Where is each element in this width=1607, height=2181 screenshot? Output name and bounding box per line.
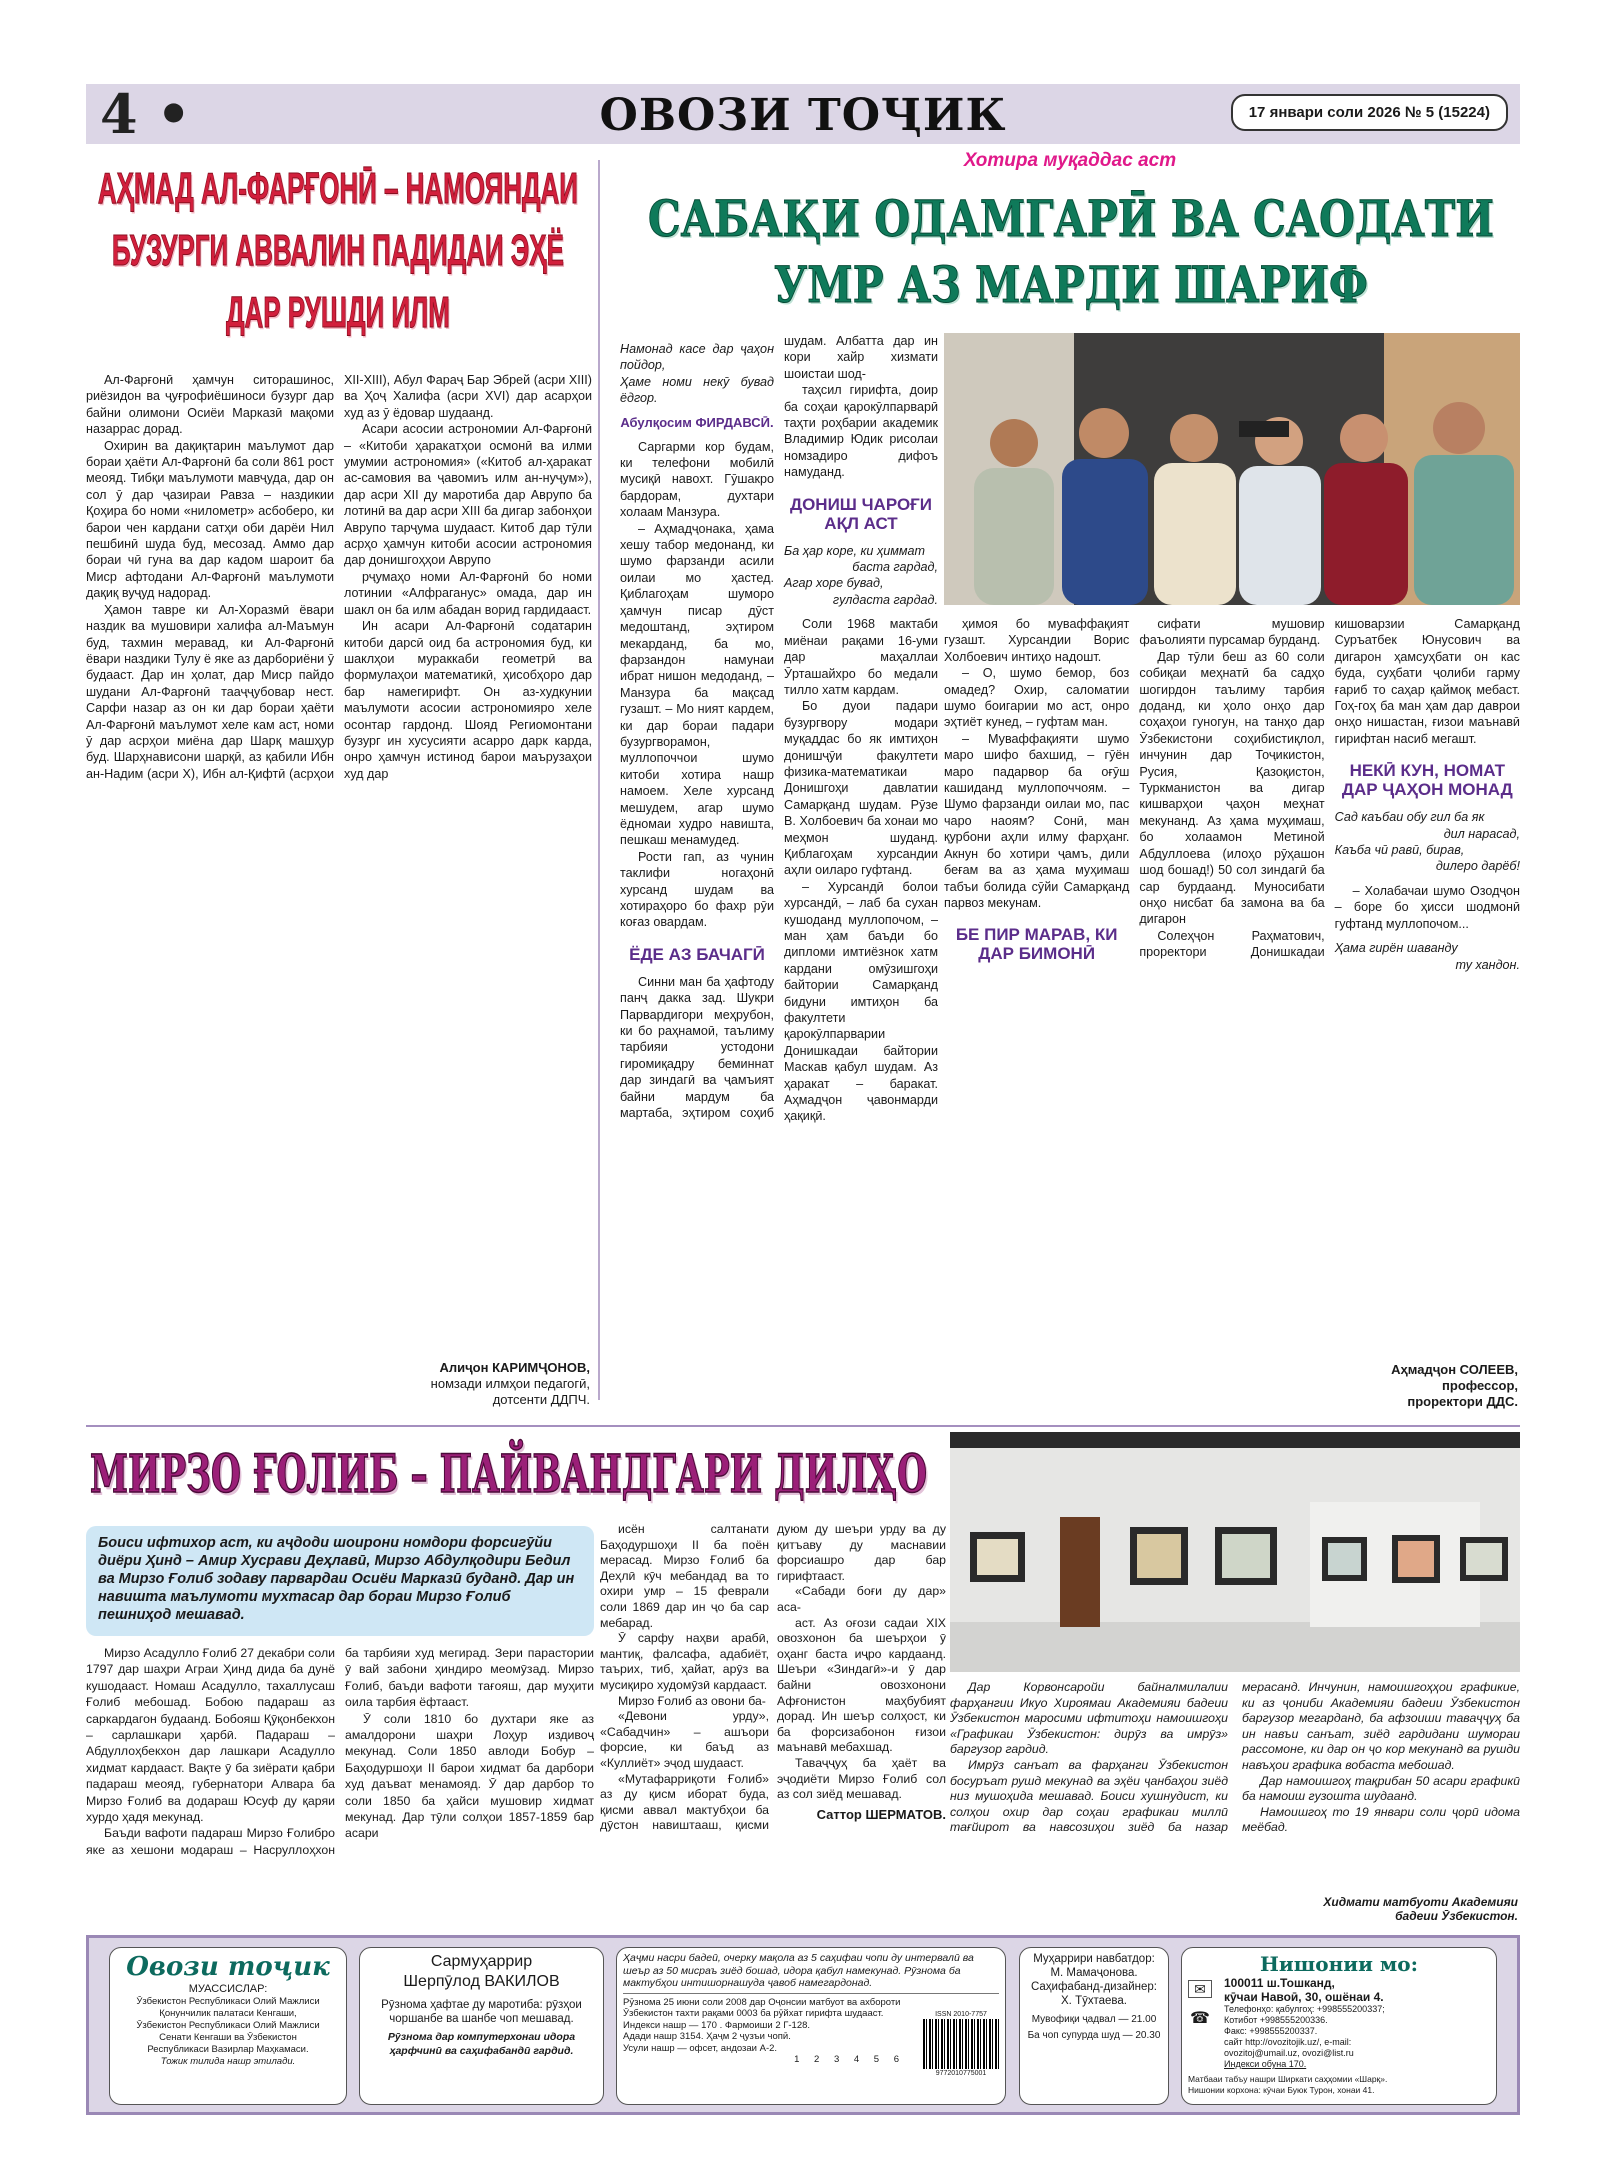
issn-number: ISSN 2010-7757 [935, 2011, 987, 2018]
telephone-icon: ☎ [1190, 2010, 1210, 2027]
founders-note: Тожик тилида нашр этилади. [160, 2056, 296, 2067]
founder-line: Ӯзбекистон Республикаси Олий Мажлиси [136, 1996, 320, 2007]
article2-body-left [620, 333, 938, 1418]
epigraph-author: Абулқосим ФИРДАВСӢ. [620, 414, 774, 430]
barcode [923, 2010, 999, 2078]
registration-line: Рӯзнома 25 июни соли 2008 дар Оҷонсии матбуот ва ахбороти [623, 1996, 901, 2008]
founder-line: Қонунчилик палатаси Кенгаши, [159, 2008, 297, 2019]
paragraph: Ӯ соли 1810 бо духтари яке аз амалдорони шаҳри Лоҳур издивоҷ мекунад. Соли 1850 авлоди Бобур – Баҳодуршоҳи II барои хидмат ба дарбори худ даъват менамояд. Ӯ дар дарбор то соли 1850 ба ҳайси мушовир хидмат мекунад. Дар тӯли солҳои 1857-1859 бар асари [345, 1711, 594, 1841]
printer-line: Матбааи табъу нашри Ширкати саҳҳомии «Шарқ». [1188, 2074, 1388, 2084]
article2-kicker: Хотира муқаддас аст [963, 150, 1177, 171]
staff-box [1019, 1947, 1169, 2105]
address-line: 100011 ш.Тошканд, [1224, 1976, 1335, 1990]
paragraph: сифати мушовир фаъолияти пурсамар бурданд. [1139, 617, 1325, 648]
publication-schedule: Рӯзнома ҳафтае ду маротиба: рӯзҳои чоршанбе ва шанбе чоп мешавад. [381, 1999, 582, 2025]
paragraph: Таваҷҷуҳ ба ҳаёт ва эҷодиёти Мирзо Ғолиб сол аз сол зиёд мешавад. [777, 1755, 946, 1802]
paragraph: Асари асосии астрономии Ал-Фарғонӣ – «Китоби ҳаракатҳои осмонӣ ва илми умумии астрономия» («Китоб ал-ҳаракат ас-самовия ва ҷавомиъ илм ан-нуҷум»), дар асри XII ду маротиба дар Аврупо ба лотинӣ ва дар асри XIII ба дигар забонҳои Аврупо тарҷума шудааст. Китоб дар тӯли асрҳо ҳамчун китоби асосии астрономия дар донишгоҳҳои Аврупо [344, 422, 592, 568]
author-affiliation: дотсенти ДДПЧ. [492, 1392, 590, 1407]
paragraph: рҷумаҳо номи Ал-Фарғонӣ бо номи лотинии «Алфраганус» омада, дар ин шакл он ба илм абадан ворид гардидааст. [344, 569, 592, 617]
subscription-index: Индекси обуна 170. [1224, 2059, 1307, 2069]
editor-title: Сармуҳаррир [430, 1953, 533, 1970]
paragraph: Дар тӯли беш аз 60 соли собиқаи меҳнатӣ ба садҳо шогирдон таълиму тарбия доданд, ки ҳоло онҳо дар соҳаҳои гуногун, на танҳо дар Ӯзбекистони соҳибистиқлол, инчунин дар Тоҷикистон, Русия, Қазоқистон, Туркманистон ва дигар кишварҳои ҷаҳон меҳнат мекунанд. Аз ҳама муҳимаш, бо холаамон Метиной Абдуллоева (илоҳо рӯҳашон шод бошад!) 50 сол зиндагӣ ба сар бурдаанд. Муносибати онҳо нисбат ба замона ва ба дигарон [1139, 649, 1325, 927]
registration-box [616, 1947, 1006, 2105]
paragraph: Мирзо Ғолиб аз овони ба- [618, 1693, 766, 1708]
author-name: Алиҷон КАРИМҶОНОВ, [439, 1360, 590, 1375]
paragraph: – Хурсандӣ болои хурсандӣ, – лаб ба сухан кушоданд муллопочом, – ман ҳам баъди бо дипломи имтиёзнок хатм кардани омӯзишгоҳи байтории Самарқанд бидуни имтиҳон ба факултети қарокӯлпарварии Донишкадаи байтории Маскав қабул шудам. Аз ҳаракат – баракат. Аҳмадҷон ҷавонмарди ҳақиқӣ. [784, 879, 938, 1124]
article3-headline: МИРЗО ҒОЛИБ – ПАЙВАНДГАРИ ДИЛҲО [90, 1444, 928, 1505]
newspaper-logo: Овози тоҷик [126, 1952, 330, 1982]
paragraph: Ӯ сарфу наҳви арабӣ, мантиқ, фалсафа, адабиёт, таърих, тиб, ҳайат, арӯз ва мусиқиро худомӯзӣ кардааст. [600, 1631, 769, 1692]
paragraph: Намоишгоҳ то 19 январи соли ҷорӣ идома меёбад. [1242, 1804, 1520, 1835]
column-divider [598, 160, 600, 1400]
paragraph: Ҳамон тавре ки Ал-Хоразмӣ ёвари наздик ва мушовири халифа ал-Маъмун буд, тахмин меравад, ки Ал-Фарғонӣ ёвари наздики Тулу ё яке аз дарбориёни ӯ будааст. Дар ин ҳолат, дар Миср пайдо шудани Ал-Фарғонӣ тааҷҷубовар нест. Сарфи назар аз он ки дар бораи ҳаёти Ал-Фарғонӣ маълумот хеле кам аст, номи ӯ дар асрҳои миёна дар Шарқ машҳур буд. Шарҳнависони шарқӣ, аз қабили Ибн ан-Надим (асри X), Ибн ал-Қифтӣ (асрҳои XII-XIII), Абул Фараҷ Бар Эбрей (асри XIII) ва Ҳоҷ Халифа (асри XVI) дар асарҳои худ аз ӯ ёдовар шудаанд. [86, 373, 592, 781]
signature-line: Хидмати матбуоти Академияи [1323, 1895, 1518, 1909]
page-header [86, 84, 1520, 144]
editor-name: Шерпӯлод ВАКИЛОВ [403, 1973, 560, 1990]
paragraph: Мирзо Асадулло Ғолиб 27 декабри соли 1797 дар шаҳри Аграи Ҳинд дида ба дунё кушодааст. Номаш Асадулло, тахаллусаш Ғолиб мебошад. Бобою падараш аз саркардагон будаанд. Бобояш Қӯқонбекхон – сарлашкари ҳарбӣ. Падараш – Абдуллоҳбекхон дар лашкари Асадулло хидмат кардааст. Вақте ӯ ба зиёрати қабри падараш меояд, губернатори Алвара ба Мирзо Ғолиб ва додараш Юсуф ду қаряи хурдо ҳадя мекунад. [86, 1646, 335, 1825]
article3-body-left [86, 1645, 594, 1927]
article1-body [86, 372, 592, 1347]
newspaper-title: ОВОЗИ ТОҶИК [599, 90, 1007, 141]
verse-line: Ҳама гирён шаванду [1334, 941, 1458, 956]
gallery-photo-icon [950, 1432, 1520, 1672]
page-marks: 1 2 3 4 5 6 [794, 2054, 905, 2065]
verse-line: Намонад касе дар ҷаҳон пойдор, [620, 342, 774, 373]
article3-signature: Саттор ШЕРМАТОВ. [816, 1806, 946, 1822]
address-box [1181, 1947, 1497, 2105]
duty-editor-label: Муҳаррири навбатдор: [1033, 1953, 1155, 1965]
registration-line: Индекси нашр — 170 . Фармоиши 2 Г-128. [623, 2019, 811, 2031]
verse-line: Ҳаме номи некӯ бувад ёдгор. [620, 374, 774, 406]
article4-body [950, 1680, 1520, 1890]
envelope-icon: ✉ [1188, 1980, 1212, 1998]
printer-info [1188, 2074, 1490, 2095]
verse-line: Сад каъбаи обу гил ба як [1334, 810, 1485, 825]
designer: Х. Тӯхтаева. [1061, 1995, 1127, 2007]
paragraph: – О, шумо бемор, боз омадед? Охир, саломатии шумо боигарии мо аст, онро эҳтиёт кунед, – гуфтам ман. [944, 666, 1130, 730]
founder-line: Ӯзбекистон Республикаси Олий Мажлиси [136, 2020, 320, 2031]
paragraph: «Мутафарриқоти Ғолиб» аз ду қисм иборат буда, қисми аввал мактубҳои ба дӯстон навиштааш, қисми дуюм ду шеъри урду ва ду қитъаву ду маснавии форсиашро дар бар гирифтааст. [600, 1522, 946, 1833]
address-line: кӯчаи Навоӣ, 30, ошёнаи 4. [1224, 1990, 1384, 2004]
paragraph: таҳсил гирифта, доир ба соҳаи қарокӯлпарварӣ таҳти роҳбарии академик Владимир Юдик рисолаи номзадиро дифоъ намуданд. [784, 383, 938, 480]
registration-info [623, 1997, 905, 2066]
poem [1335, 940, 1520, 973]
paragraph: аст. Аз оғози садаи XIX овозхонон ба шеърҳои ӯ оҳанг баста иҷро кардаанд. Шеъри «Зиндагӣ»-и ӯ дар байни овозхонони Афғонистон маҳбубият дорад. Ин шеър солҳост, ки ба форсизабонон ғизои маънавӣ мебахшад. [777, 1615, 946, 1755]
issue-date: 17 январи соли 2026 № 5 (15224) [1231, 94, 1508, 131]
imprint-footer [86, 1935, 1520, 2115]
subheading: БЕ ПИР МАРАВ, КИ ДАР БИМОНӢ [955, 925, 1118, 964]
barcode-digits: 9772010775001 [935, 2070, 987, 2077]
paragraph: Синни ман ба ҳафтоду панҷ дакка зад. Шукри Парвардигори меҳрубон, ки бо раҳнамоӣ, таълиму тарбияи устодони гиромиқадру беминнат дар зиндагӣ ва ҷамъият байни мардум ба мартаба, эҳтиром соҳиб шудам. Албатта дар ин кори хайр хизмати шоистаи шод- [620, 334, 938, 1121]
designer-label: Саҳифабанд-дизайнер: [1030, 1981, 1158, 1993]
schedule-time: Мувофиқи ҷадвал — 21.00 [1031, 2014, 1157, 2025]
paragraph: «Сабади боғи ду дар» аса- [777, 1584, 946, 1614]
paragraph: Соли 1968 мактаби миёнаи рақами 16-уми дар маҳаллаи Ӯрташайхро бо медали тилло хатм кардам. [784, 617, 938, 697]
editor-box [359, 1947, 604, 2105]
paragraph: исён салтанати Баҳодуршоҳи II ба поён мерасад. Мирзо Ғолиб ба Деҳлӣ кӯч мебандад ва то охири умр – 15 феврали соли 1869 дар ин ҷо ба сар мебарад. [600, 1522, 769, 1630]
paragraph: Дар намоишгоҳ тақрибан 50 асари графикӣ ба намоиш гузошта шудаанд. [1242, 1773, 1520, 1804]
paragraph: ҳимоя бо муваффақият гузашт. Хурсандии Ворис Холбоевич интиҳо надошт. [944, 617, 1130, 664]
group-photo [944, 333, 1520, 605]
paragraph: Охирин ва дақиқтарин маълумот дар бораи ҳаёти Ал-Фарғонӣ ба соли 861 рост меояд. Тибқи маълумоти мавҷуда, дар он сол ӯ дар ҷазираи Равза – наздикии Қоҳира бо номи «нилометр» асбоберо, ки барои чен кардани сатҳи оби дарёи Нил пешбинӣ шуда буд, месозад. Аммо дар бораи чӣ гуна ва дар кадом шароит ба Миср афтодани Ал-Фарғонӣ маълумоти дақиқ вуҷуд надорад. [86, 438, 334, 601]
typeset-note: Рӯзнома дар компутерхонаи идора ҳарфчинӣ ва саҳифабандӣ гардид. [387, 2031, 576, 2057]
printer-line: Нишонии корхона: кӯчаи Буюк Турон, хонаи 41. [1188, 2084, 1375, 2095]
barcode-icon [923, 2019, 999, 2069]
poem [1335, 809, 1520, 875]
postal-address [1224, 1976, 1490, 2004]
author-title: номзади илмҳои педагогӣ, [430, 1376, 590, 1391]
paragraph: Ин асари Ал-Фарғонӣ содатарин китоби дарсӣ оид ба астрономия буд, ки шаклҳои мураккаби геометрӣ ва формулаҳои математикӣ, ҳисобҳоро дар бар намегирифт. Он аз-худкунии маълумоти асосии астрономияро хеле осонтар гардонд. Шояд Региомонтани бузург ин хусусияти асарро дарк карда, онро ҳамчун истинод барои маърузаҳои худ дар [344, 619, 592, 781]
paragraph: Ал-Фарғонӣ ҳамчун ситорашинос, риёзидон ва ҷуғрофиёшиноси бузург дар байни олимони Осиёи Марказӣ мақоми назаррас дорад. [86, 373, 334, 437]
verse-line: дилеро дарёб! [1435, 859, 1520, 874]
author-affiliation: проректори ДДС. [1407, 1394, 1518, 1409]
web-line: сайт http://ovozitojik.uz/, e-mail: [1224, 2037, 1352, 2047]
author-title: профессор, [1442, 1378, 1518, 1393]
paragraph: – Холабачаи шумо Озодҷон – боре бо ҳисси шодмонӣ гуфтанд муллопочом... [1334, 883, 1520, 931]
verse-line: Каъба чӣ равӣ, бирав, [1334, 843, 1465, 858]
paragraph: Имрӯз санъат ва фарҳанги Ӯзбекистон босуръат рушд мекунад ва эҳёи ҷанбаҳои зиёд низ мушоҳида мешавад. Боиси хушнудист, ки солҳои охир дар соҳаи графикаи миллӣ тағйирот ва навсозиҳои зиёд ба назар мерасанд. Инчунин, намоишгоҳҳои графикие, ки аз ҷониби Академияи бадеии Ӯзбекистон баргузор мегарданд, ба афзоиши таваҷҷуҳ ба ин навъи санъат, зиёд гардидани шумораи рассомоне, ки дар он ҷо кор мекунанд ва рушди навъҳои графика вобаста мебошад. [950, 1680, 1520, 1835]
exhibition-photo [950, 1432, 1520, 1672]
phone-line: Котибот +998555200336. [1224, 2015, 1328, 2025]
article1-headline: АҲМАД АЛ-ФАРҒОНӢ – НАМОЯНДАИ БУЗУРГИ АВВАЛИН ПАДИДАИ ЭҲЁ ДАР РУШДИ ИЛМ [97, 164, 578, 337]
address-title: Нишонии мо: [1260, 1952, 1418, 1976]
paragraph: – Муваффақияти шумо маро шифо бахшид, – гӯён маро падарвор ба оғӯш кашиданд муллопоччоям. – Шумо фарзанди оилаи мо, пас чаро наоям? Сонӣ, ман қурбони аҳли илму фарҳанг. Акнун бо хотири ҷамъ, дили беғам ва аз ҳама муҳимаш табъи болида сӯйи Самарқанд парвоз мекунам. [944, 731, 1130, 910]
registration-line: Ӯзбекистон тахти рақами 0003 ба рӯйхат гирифта шудааст. [623, 2008, 884, 2019]
article3-body-right [600, 1522, 946, 1927]
founder-line: Сенати Кенгаши ва Ӯзбекистон [159, 2032, 297, 2043]
verse-line: дил нарасад, [1443, 826, 1520, 841]
article2-headline: САБАҚИ ОДАМГАРӢ ВА САОДАТИ УМР АЗ МАРДИ ШАРИФ [648, 189, 1494, 314]
epigraph [620, 341, 774, 407]
subheading: НЕКӢ КУН, НОМАТ ДАР ҶАҲОН МОНАД [1341, 761, 1513, 800]
contact-info [1224, 2004, 1490, 2070]
paragraph: Дар Корвонсаройи байналмилалии фарҳангии Икуо Хироямаи Академияи бадеии Ӯзбекистон маросими ифтитоҳи намоишгоҳи «Графикаи Ӯзбекистон: дирӯз ва имрӯз» баргузор гардид. [950, 1680, 1228, 1757]
verse-line: ту хандон. [1455, 957, 1520, 972]
subheading: ДОНИШ ЧАРОҒИ АҚЛ АСТ [789, 494, 933, 533]
signature-line: бадеии Ӯзбекистон. [1395, 1909, 1518, 1923]
verse-line: гулдаста гардад. [832, 592, 938, 607]
verse-line: баста гардад, [852, 560, 938, 575]
article2-body-right [944, 616, 1520, 1356]
founder-line: Республикаси Вазирлар Маҳкамаси. [147, 2044, 309, 2055]
verse-line: Агар хоре бувад, [784, 576, 884, 591]
founders-list [116, 1996, 340, 2068]
paragraph: Баъди вафоти падараш Мирзо Ғолибро яке аз хешони модараш – Насруллоҳхон ба тарбияи худ мегирад. Зери парастории ӯ вай забони ҳиндиро меомӯзад. Мирзо Ғолиб, баъди вафоти тағояш, дар муҳити оила тарбия ёфтааст. [86, 1646, 594, 1857]
founders-title: МУАССИСЛАР: [188, 1983, 268, 1995]
verse-line: Ба ҳар коре, ки ҳиммат [784, 543, 925, 558]
signed-time: Ба чоп супурда шуд — 20.30 [1027, 2030, 1161, 2041]
paragraph: Солеҳҷон Раҳматович, проректори Донишкадаи кишоварзии Самарқанд Суръатбек Юнусович ва дигарон ҳамсуҳбати он кас буда, суҳбати ҷолиби гарму ғариб то саҳар қаймоқ мебаст. Гоҳ-гоҳ ба ман ҳам дар даврои онҳо нишастан, ғизои маънавӣ гирифтан насиб мегашт. [1139, 617, 1520, 960]
paragraph: – Аҳмадҷонака, ҳама хешу табор медонанд, ки шумо фарзанди асили оилаи мо ҳастед. Қиблагоҳам шуморо ҳамчун писар дӯст медоштанд, эҳтиром мекарданд, ба мо, фарзандон намунаи ибрат нишон медоданд, – Манзура ба мақсад гузашт. – Мо ният кардем, ки дар бораи падари бузургворамон, муллопоччои шумо китоби хотира нашр намоем. Хеле хурсанд мешудем, агар шумо ёдномаи худро навишта, пешкаш менамудед. [620, 521, 774, 848]
paragraph: Саргарми кор будам, ки телефони мобилӣ мусиқӣ навохт. Гӯшакро бардорам, духтари холаам Манзура. [620, 439, 774, 520]
phone-line: Факс: +998555200337. [1224, 2026, 1318, 2036]
bullet-icon: • [156, 82, 191, 146]
editorial-policy: Ҳаҷми насри бадеӣ, очерку мақола аз 5 саҳифаи чопи ду интервалӣ ва шеър аз 50 мисраъ зиёд бошад, идора қабул намекунад. Рӯзнома ба мактубҳои интишорнашуда ҷавоб намегардонад. [623, 1952, 999, 1994]
article2-signature [1300, 1362, 1518, 1410]
article4-signature [1240, 1895, 1518, 1923]
duty-editor: М. Мамаҷонова. [1050, 1967, 1138, 1979]
web-line: ovozitoj@umail.uz, ovozi@list.ru [1224, 2048, 1354, 2058]
paragraph: Рости гап, аз чунин таклифи ногаҳонӣ хурсанд шудам ва хотираҳоро бо фахр рӯи коғаз овардам. [620, 849, 774, 930]
founders-box [109, 1947, 347, 2105]
article1-signature [300, 1360, 590, 1408]
paragraph: Бо дуои падари бузургвору модари муқаддас бо як имтиҳон донишҷӯи факултети физика-математикаи Донишгоҳи давлатии Самарқанд шудам. Рӯзе В. Холбоевич ба хонаи мо меҳмон шуданд. Қиблагоҳам хурсандии аҳли оиларо гуфтанд. [784, 699, 938, 878]
phone-line: Телефонҳо: қабулгоҳ: +998555200337; [1224, 2004, 1385, 2014]
paragraph: «Девони урду», «Сабадчин» – ашъори форсие, ки баъд аз «Куллиёт» эҷод шудааст. [600, 1709, 769, 1770]
article3-lead: Боиси ифтихор аст, ки аҷдоди шоирони номдори форсигӯйи диёри Ҳинд – Амир Хусрави Деҳлавӣ, Мирзо Абдулқодири Бедил ва Мирзо Ғолиб зодаву парвардаи Осиёи Марказӣ буданд. Дар ин навишта маълумоти мухтасар дар бораи Мирзо Ғолиб пешниҳод мешавад. [86, 1526, 594, 1636]
author-name: Аҳмадҷон СОЛЕЕВ, [1391, 1362, 1518, 1377]
subheading: ЁДЕ АЗ БАЧАГӢ [629, 944, 765, 964]
poem [784, 543, 938, 609]
registration-line: Усули нашр — офсет, андозаи А-2. [623, 2042, 778, 2054]
men-seated-photo-icon [944, 333, 1520, 605]
section-divider [86, 1425, 1520, 1427]
registration-line: Адади нашр 3154. Ҳаҷм 2 ҷузъи чопӣ. [623, 2031, 791, 2042]
page-number-text: 4 [100, 82, 138, 146]
